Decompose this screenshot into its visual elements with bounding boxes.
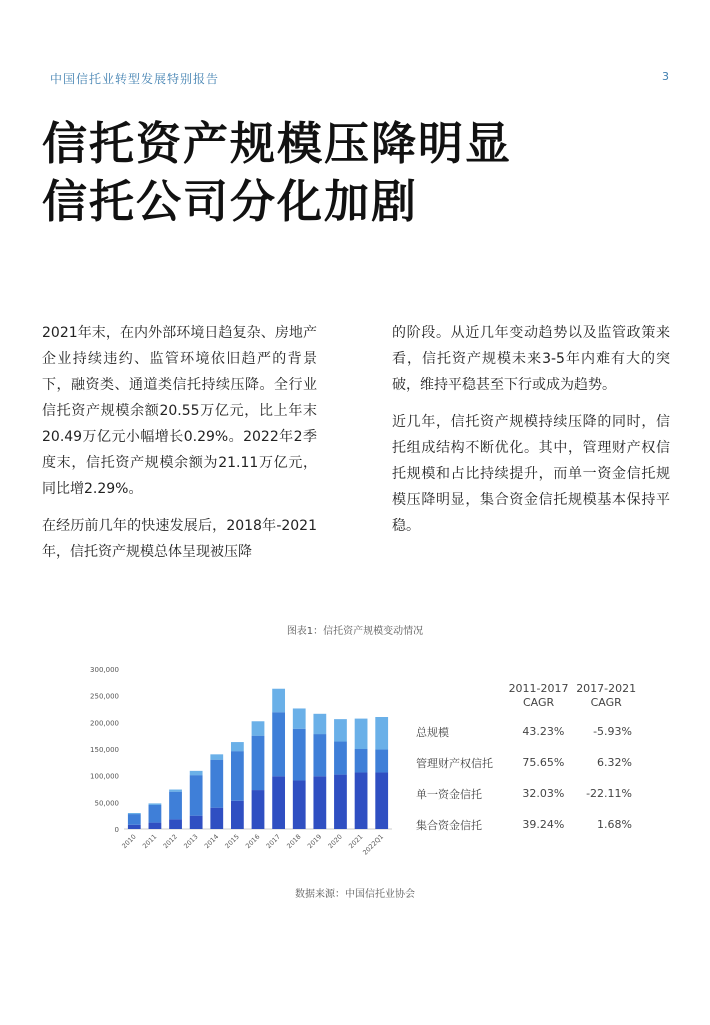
bar-segment-2021-s3 — [355, 719, 368, 749]
bar-segment-2016-s3 — [252, 721, 265, 735]
bar-segment-2022Q1-s3 — [375, 717, 388, 750]
bar-segment-2012-s3 — [169, 790, 182, 792]
row-label: 集合资金信托 — [416, 818, 482, 832]
y-tick-label: 200,000 — [90, 719, 119, 728]
bar-segment-2011-s1 — [149, 823, 162, 829]
bar-segment-2015-s1 — [231, 801, 244, 829]
x-tick-label: 2014 — [202, 832, 221, 851]
bar-segment-2022Q1-s2 — [375, 750, 388, 773]
bar-segment-2020-s3 — [334, 719, 347, 741]
x-tick-label: 2011 — [140, 832, 159, 851]
y-tick-label: 0 — [114, 826, 119, 834]
table-row — [410, 778, 640, 809]
cagr-header-2011-2017 — [505, 682, 573, 716]
title-line-2: 信托公司分化加剧 — [42, 175, 419, 228]
cagr-value: 75.65% — [522, 756, 565, 769]
header-text: 2011-2017 CAGR — [508, 682, 569, 709]
x-tick-label: 2021 — [347, 832, 365, 851]
bar-segment-2018-s1 — [293, 780, 306, 829]
y-tick-label: 300,000 — [90, 666, 119, 674]
bar-segment-2017-s1 — [272, 776, 285, 829]
cagr-value: 6.32% — [597, 756, 632, 769]
bar-segment-2015-s3 — [231, 742, 244, 751]
bar-segment-2019-s2 — [313, 734, 326, 776]
cagr-value: 32.03% — [522, 787, 565, 800]
bar-segment-2012-s1 — [169, 819, 182, 829]
figure-source: 数据来源：中国信托业协会 — [295, 889, 415, 900]
paragraph: 的阶段。从近几年变动趋势以及监管政策来看，信托资产规模未来3-5年内难有大的突破，维持平稳甚至下行或成为趋势。 — [392, 325, 670, 393]
cagr-value: -22.11% — [586, 787, 632, 800]
bar-segment-2013-s2 — [190, 775, 203, 816]
x-tick-label: 2019 — [305, 832, 324, 851]
cagr-table — [410, 682, 640, 840]
x-tick-label: 2017 — [264, 832, 283, 851]
y-tick-label: 50,000 — [94, 799, 119, 808]
trust-assets-bar-chart — [80, 660, 400, 860]
x-tick-label: 2013 — [182, 832, 200, 851]
y-tick-label: 150,000 — [90, 746, 119, 754]
bar-segment-2014-s2 — [210, 760, 223, 808]
y-tick-label: 250,000 — [90, 692, 119, 701]
x-tick-label: 2010 — [120, 832, 138, 851]
bar-segment-2017-s2 — [272, 712, 285, 776]
table-row — [410, 747, 640, 778]
bar-segment-2021-s2 — [355, 749, 368, 772]
row-label: 总规模 — [416, 725, 449, 739]
bar-segment-2011-s2 — [149, 805, 162, 823]
cagr-value: 39.24% — [522, 818, 565, 831]
bar-segment-2019-s3 — [313, 714, 326, 734]
title-line-1: 信托资产规模压降明显 — [42, 117, 513, 170]
cagr-header-2017-2021 — [572, 682, 640, 716]
bar-segment-2011-s3 — [149, 803, 162, 805]
bar-segment-2012-s2 — [169, 792, 182, 820]
bar-segment-2015-s2 — [231, 751, 244, 801]
bar-segment-2010-s1 — [128, 825, 141, 829]
cagr-value: -5.93% — [593, 725, 632, 738]
bar-segment-2020-s1 — [334, 775, 347, 829]
bar-segment-2021-s1 — [355, 772, 368, 829]
paragraph: 2021年末，在内外部环境日趋复杂、房地产企业持续违约、监管环境依旧趋严的背景下，融资类、通道类信托持续压降。全行业信托资产规模余额20.55万亿元，比上年末20.49万亿元小幅增长0.29%。2022年2季度末，信托资产规模余额为21.11万亿元，同比增2.29%。 — [42, 325, 317, 497]
x-tick-label: 2022Q1 — [361, 832, 386, 857]
page-number: 3 — [662, 70, 669, 83]
bar-segment-2014-s3 — [210, 754, 223, 759]
bar-segment-2017-s3 — [272, 689, 285, 712]
cagr-value: 43.23% — [522, 725, 565, 738]
bar-segment-2013-s3 — [190, 771, 203, 775]
bar-segment-2018-s3 — [293, 708, 306, 728]
bar-segment-2020-s2 — [334, 742, 347, 775]
cagr-header-blank — [410, 682, 505, 716]
bar-segment-2019-s1 — [313, 776, 326, 829]
y-tick-label: 100,000 — [90, 772, 119, 781]
table-row — [410, 809, 640, 840]
table-row — [410, 716, 640, 747]
row-label: 管理财产权信托 — [416, 756, 493, 770]
paragraph: 在经历前几年的快速发展后，2018年-2021年，信托资产规模总体呈现被压降 — [42, 518, 317, 560]
bar-segment-2014-s1 — [210, 808, 223, 829]
x-tick-label: 2016 — [244, 832, 262, 851]
body-column-left — [42, 320, 317, 576]
x-tick-label: 2012 — [161, 832, 179, 851]
paragraph: 近几年，信托资产规模持续压降的同时，信托组成结构不断优化。其中，管理财产权信托规模和占比持续提升，而单一资金信托规模压降明显，集合资金信托规模基本保持平稳。 — [392, 414, 670, 534]
x-tick-label: 2020 — [326, 832, 344, 851]
bar-segment-2010-s2 — [128, 814, 141, 825]
bar-segment-2016-s1 — [252, 790, 265, 829]
body-column-right — [392, 320, 670, 550]
cagr-value: 1.68% — [597, 818, 632, 831]
figure-caption: 图表1：信托资产规模变动情况 — [286, 626, 424, 637]
bar-segment-2013-s1 — [190, 816, 203, 829]
report-header: 中国信托业转型发展特别报告 — [50, 72, 220, 86]
page-title — [42, 115, 512, 231]
header-text: 2017-2021 CAGR — [576, 682, 637, 709]
bar-segment-2016-s2 — [252, 736, 265, 790]
x-tick-label: 2015 — [223, 832, 241, 851]
bar-segment-2018-s2 — [293, 729, 306, 781]
bar-segment-2010-s3 — [128, 813, 141, 814]
bar-segment-2022Q1-s1 — [375, 772, 388, 829]
x-tick-label: 2018 — [285, 832, 303, 851]
row-label: 单一资金信托 — [416, 787, 482, 801]
